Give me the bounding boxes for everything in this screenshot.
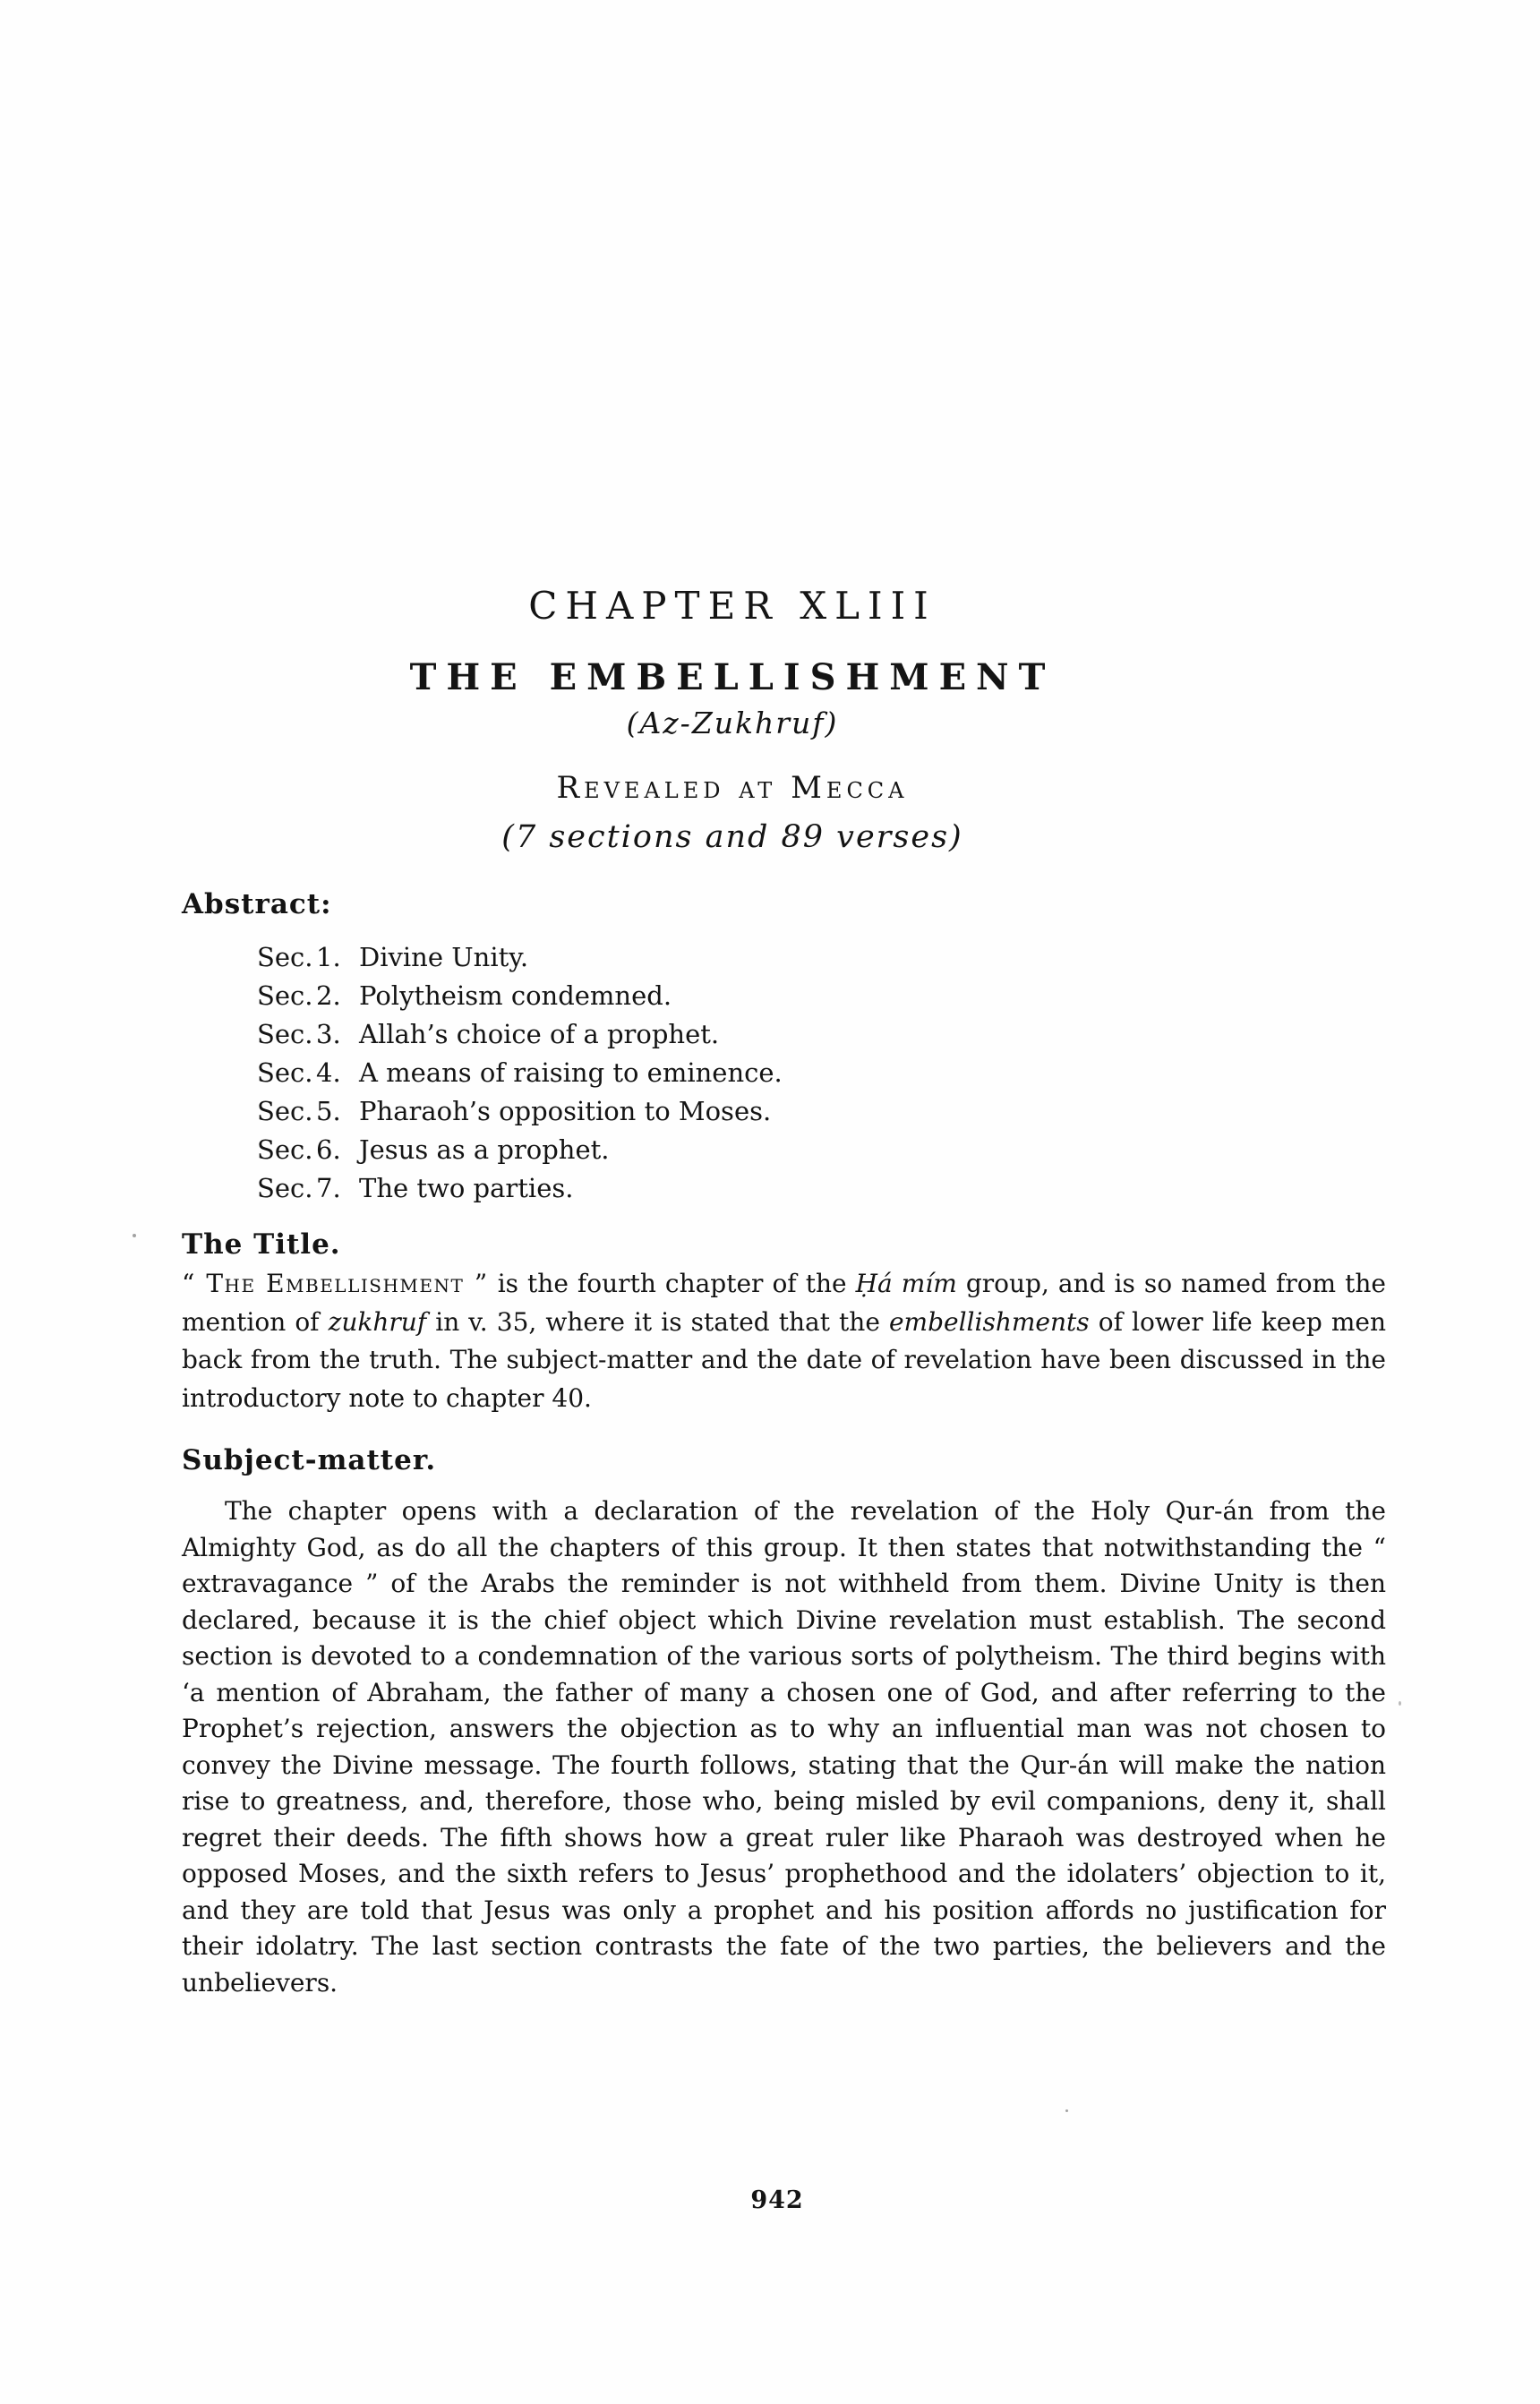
abstract-item-label: Sec. <box>257 1096 313 1126</box>
abstract-item-label: Sec. <box>257 1134 313 1165</box>
revealed-at-line: Revealed at Mecca <box>556 770 909 806</box>
abstract-item-num: 7. <box>316 1173 341 1203</box>
abstract-item-num: 5. <box>316 1096 341 1126</box>
abstract-section-list <box>257 938 783 1208</box>
scan-speck <box>1399 1701 1401 1706</box>
text-segment: group, and is so named from the mention of <box>182 1269 1386 1337</box>
text-segment: embellishments <box>888 1306 1090 1337</box>
chapter-transliteration: (Az-Zukhruf) <box>626 706 839 740</box>
chapter-heading: CHAPTER XLIII <box>528 584 937 628</box>
abstract-item <box>257 938 783 977</box>
abstract-item-text: Divine Unity. <box>359 942 529 972</box>
abstract-item-text: Polytheism condemned. <box>359 980 672 1011</box>
abstract-item-text: Pharaoh’s opposition to Moses. <box>359 1096 772 1126</box>
text-segment: zukhruf <box>328 1306 427 1337</box>
abstract-item-num: 4. <box>316 1057 341 1088</box>
abstract-item <box>257 1015 783 1054</box>
abstract-item-label: Sec. <box>257 1173 313 1203</box>
abstract-item-label: Sec. <box>257 942 313 972</box>
abstract-item-label: Sec. <box>257 980 313 1011</box>
abstract-item-num: 3. <box>316 1019 341 1049</box>
scan-speck <box>133 1234 136 1237</box>
the-title-paragraph <box>182 1265 1386 1417</box>
abstract-item-num: 6. <box>316 1134 341 1165</box>
abstract-item-num: 2. <box>316 980 341 1011</box>
abstract-item-text: A means of raising to eminence. <box>359 1057 783 1088</box>
the-title-heading: The Title. <box>182 1228 341 1261</box>
abstract-heading: Abstract: <box>182 888 332 920</box>
abstract-item <box>257 1092 783 1131</box>
scan-speck <box>1065 2109 1068 2112</box>
subject-matter-heading: Subject-matter. <box>182 1444 437 1476</box>
text-segment: Ḥá mím <box>855 1269 957 1298</box>
abstract-item-text: Allah’s choice of a prophet. <box>359 1019 720 1049</box>
abstract-item-num: 1. <box>316 942 341 972</box>
abstract-item <box>257 1131 783 1169</box>
abstract-item-label: Sec. <box>257 1057 313 1088</box>
sections-verses-line: (7 sections and 89 verses) <box>501 819 963 855</box>
abstract-item <box>257 1169 783 1208</box>
subject-matter-paragraph: The chapter opens with a declaration of the revelation of the Holy Qur-án from the Almighty God, as do all the chapters of this group. It then states that notwithstanding the “ extravagance ” of the Arabs the reminder is not withheld from them. Divine Unity is then declared, because it is the chief object which Divine revelation must establish. The second section is devoted to a condemnation of the various sorts of polytheism. The third begins with ‘a mention of Abraham, the father of many a chosen one of God, and after referring to the Prophet’s rejection, answers the objection as to why an influential man was not chosen to convey the Divine message. The fourth follows, stating that the Qur-án will make the nation rise to greatness, and, therefore, those who, being misled by evil companions, deny it, shall regret their deeds. The fifth shows how a great ruler like Pharaoh was destroyed when he opposed Moses, and the sixth refers to Jesus’ prophethood and the idolaters’ objection to it, and they are told that Jesus was only a prophet and his position affords no justification for their idolatry. The last section contrasts the fate of the two parties, the believers and the unbelievers. <box>182 1496 1386 1998</box>
text-segment: in v. 35, where it is stated that the <box>426 1306 889 1337</box>
text-segment: is the fourth chapter of the <box>488 1269 856 1298</box>
abstract-item-text: The two parties. <box>359 1173 574 1203</box>
abstract-item <box>257 1054 783 1092</box>
abstract-item <box>257 977 783 1015</box>
text-segment: “ The Embellishment ” <box>182 1269 489 1298</box>
chapter-title: THE EMBELLISHMENT <box>409 656 1056 698</box>
abstract-item-text: Jesus as a prophet. <box>359 1134 610 1165</box>
abstract-item-label: Sec. <box>257 1019 313 1049</box>
text-segment: of lower life keep men back from the truth. The subject-matter and the date of revelation have been discussed in the introductory note to chapter 40. <box>182 1306 1386 1413</box>
page-number: 942 <box>750 2186 804 2214</box>
